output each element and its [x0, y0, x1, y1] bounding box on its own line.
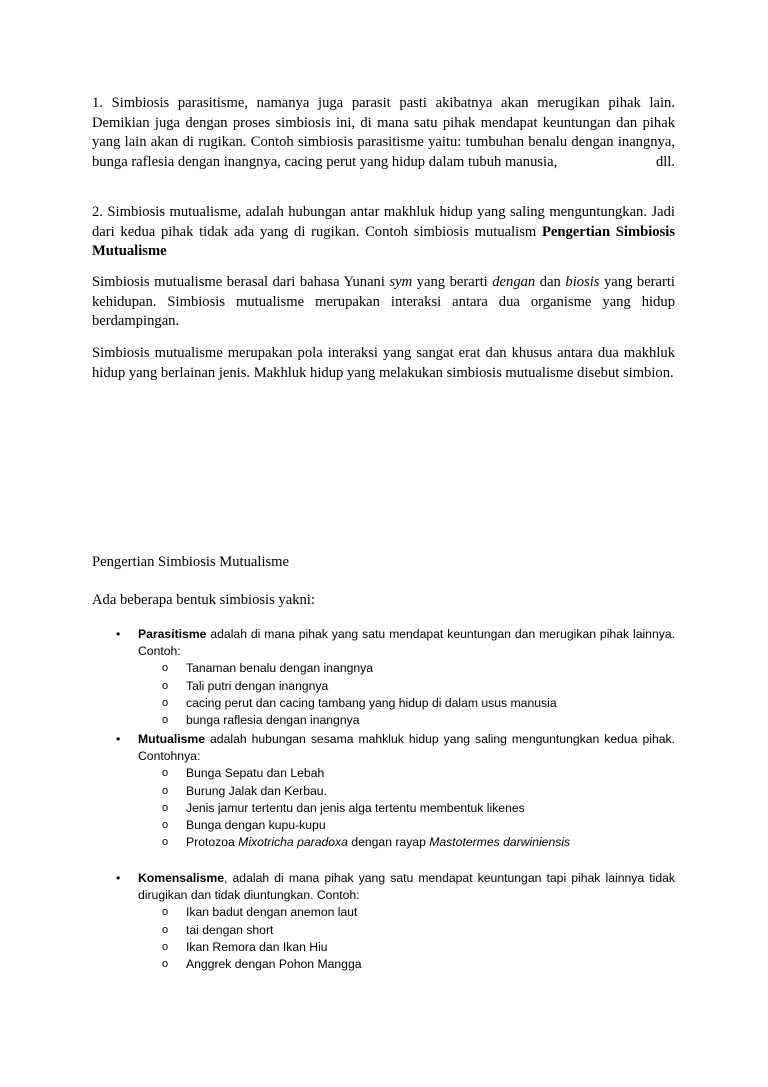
paragraph-interaction: [92, 344, 675, 383]
italic-species: Mixotricha paradoxa: [238, 835, 348, 850]
paragraph-text: 2. Simbiosis mutualisme, adalah hubungan antar makhluk hidup yang saling menguntungkan. Jadi dari kedua pihak tidak ada yang di rugikan. Contoh simbiosis mutualism: [92, 204, 675, 240]
italic-species: Mastotermes darwiniensis: [429, 835, 571, 850]
sub-list-item: [138, 695, 675, 712]
sub-item-text: Jenis jamur tertentu dan jenis alga tertentu membentuk likenes: [186, 800, 525, 815]
circle-icon: o: [162, 679, 169, 692]
circle-icon: o: [162, 923, 169, 936]
bullet-icon: •: [116, 627, 121, 641]
bullet-icon: •: [116, 732, 121, 746]
list-desc: , adalah di mana pihak yang satu mendapat keuntungan tapi pihak lainnya tidak dirugikan dan tidak diuntungkan. Contoh:: [138, 871, 675, 903]
sub-item-text: Anggrek dengan Pohon Mangga: [186, 957, 362, 972]
sub-item-text: bunga raflesia dengan inangnya: [186, 713, 360, 728]
bullet-mutualisme: [92, 731, 675, 851]
sub-list: [138, 904, 675, 973]
circle-icon: o: [162, 819, 169, 832]
sub-list-item: [138, 939, 675, 956]
list-item-text: [138, 870, 675, 904]
list-item: [92, 626, 675, 729]
circle-icon: o: [162, 696, 169, 709]
list-term: Mutualisme: [138, 732, 206, 746]
sub-list-item: [138, 834, 675, 851]
text-segment: yang berarti: [416, 274, 488, 290]
sub-item-text: tai dengan short: [186, 922, 274, 937]
sub-list: [138, 660, 675, 729]
text-segment: dan: [539, 274, 561, 290]
bullet-icon: •: [116, 871, 121, 885]
sub-list-item: [138, 817, 675, 834]
sub-item-text: cacing perut dan cacing tambang yang hidup di dalam usus manusia: [186, 695, 557, 710]
sub-item-text: Ikan Remora dan Ikan Hiu: [186, 939, 328, 954]
list-item-text: [138, 731, 675, 765]
circle-icon: o: [162, 906, 169, 919]
sub-item-text: dengan rayap: [351, 835, 426, 850]
heading-text: Pengertian Simbiosis Mutualisme: [92, 554, 290, 570]
circle-icon: o: [162, 662, 169, 675]
paragraph-mutualisme: [92, 203, 675, 262]
list-desc: adalah di mana pihak yang satu mendapat keuntungan dan merugikan pihak lainnya. Contoh:: [138, 627, 675, 659]
sub-list-item: [138, 678, 675, 695]
section-heading: [92, 553, 675, 573]
paragraph-parasitisme: [92, 94, 675, 172]
list-desc: adalah hubungan sesama mahkluk hidup yang saling menguntungkan kedua pihak. Contohnya:: [138, 732, 675, 764]
sub-list-item: [138, 712, 675, 729]
paragraph-text: 1. Simbiosis parasitisme, namanya juga parasit pasti akibatnya akan merugikan pihak lain. Demikian juga dengan proses simbiosis ini, di mana satu pihak mendapat keuntungan dan pihak yang lain akan di rugikan. Contoh simbiosis parasitisme yaitu: tumbuhan benalu dengan inangnya, bunga raflesia dengan inangnya, cacing perut yang hidup dalam tubuh manusia,: [92, 95, 675, 170]
circle-icon: o: [162, 784, 169, 797]
list-item: [92, 870, 675, 973]
paragraph-bold-heading: Pengertian Simbiosis Mutualisme: [92, 223, 675, 259]
list-intro: [92, 591, 675, 611]
sub-item-text: Bunga Sepatu dan Lebah: [186, 766, 325, 781]
bullet-komensalisme: [92, 870, 675, 973]
paragraph-text: Simbiosis mutualisme merupakan pola interaksi yang sangat erat dan khusus antara dua makhluk hidup yang berlainan jenis. Makhluk hidup yang melakukan simbiosis mutualisme disebut simbion.: [92, 345, 675, 381]
bullet-parasitisme: [92, 626, 675, 729]
circle-icon: o: [162, 801, 169, 814]
sub-item-text: Ikan badut dengan anemon laut: [186, 905, 358, 920]
sub-list-item: [138, 904, 675, 921]
italic-term: dengan: [492, 274, 536, 290]
sub-list-item: [138, 765, 675, 782]
sub-list-item: [138, 922, 675, 939]
italic-term: sym: [389, 274, 413, 290]
list-term: Komensalisme: [138, 871, 225, 885]
list-item-text: [138, 626, 675, 660]
sub-item-text: Tanaman benalu dengan inangnya: [186, 661, 374, 676]
circle-icon: o: [162, 836, 169, 849]
text-segment: yang berarti kehidupan. Simbiosis mutualisme merupakan interaksi antara dua organisme yang hidup berdampingan.: [92, 274, 675, 329]
circle-icon: o: [162, 958, 169, 971]
sub-item-text: Burung Jalak dan Kerbau.: [186, 783, 327, 798]
list-term: Parasitisme: [138, 627, 207, 641]
sub-list-item: [138, 783, 675, 800]
sub-item-text: Protozoa: [186, 835, 235, 850]
sub-list-item: [138, 956, 675, 973]
paragraph-definition: [92, 273, 675, 332]
sub-list: [138, 765, 675, 851]
sub-list-item: [138, 800, 675, 817]
text-segment: Simbiosis mutualisme berasal dari bahasa Yunani: [92, 274, 385, 290]
intro-text: Ada beberapa bentuk simbiosis yakni:: [92, 592, 315, 608]
sub-item-text: Bunga dengan kupu-kupu: [186, 818, 326, 833]
sub-list-item: [138, 660, 675, 677]
list-item: [92, 731, 675, 851]
italic-term: biosis: [565, 274, 600, 290]
circle-icon: o: [162, 940, 169, 953]
sub-item-text: Tali putri dengan inangnya: [186, 678, 329, 693]
circle-icon: o: [162, 714, 169, 727]
paragraph-end: dll.: [655, 153, 675, 170]
circle-icon: o: [162, 767, 169, 780]
